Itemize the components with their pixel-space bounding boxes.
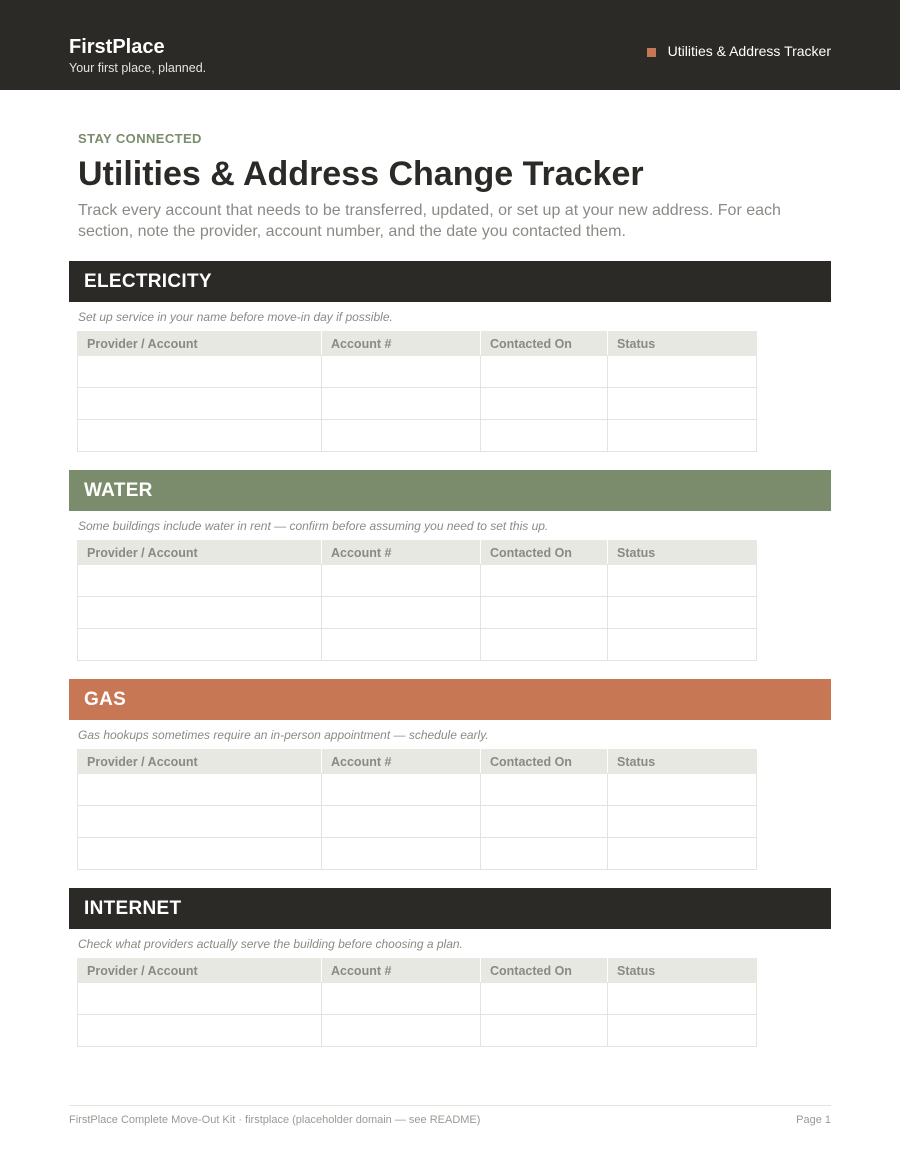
table-cell[interactable] xyxy=(481,1015,608,1047)
column-header-provider: Provider / Account xyxy=(78,959,322,983)
table-cell[interactable] xyxy=(481,806,608,838)
table-cell[interactable] xyxy=(322,420,481,452)
table-row xyxy=(78,629,757,661)
table-cell[interactable] xyxy=(608,420,757,452)
column-header-status: Status xyxy=(608,959,757,983)
column-header-account: Account # xyxy=(322,750,481,774)
section-gas xyxy=(69,679,831,870)
eyebrow-label: STAY CONNECTED xyxy=(78,131,202,146)
column-header-account: Account # xyxy=(322,332,481,356)
table-cell[interactable] xyxy=(608,983,757,1015)
table-row xyxy=(78,597,757,629)
table-header-row xyxy=(78,750,757,774)
table-cell[interactable] xyxy=(78,629,322,661)
table-cell[interactable] xyxy=(322,983,481,1015)
tracker-table xyxy=(77,331,757,452)
table-cell[interactable] xyxy=(78,356,322,388)
table-cell[interactable] xyxy=(322,838,481,870)
section-internet xyxy=(69,888,831,1047)
section-note: Check what providers actually serve the building before choosing a plan. xyxy=(78,937,463,951)
column-header-status: Status xyxy=(608,332,757,356)
table-cell[interactable] xyxy=(481,597,608,629)
square-bullet-icon xyxy=(647,48,656,57)
page-number: Page 1 xyxy=(796,1114,831,1126)
footer-text: FirstPlace Complete Move-Out Kit · firstplace (placeholder domain — see README) xyxy=(69,1114,481,1126)
table-row xyxy=(78,806,757,838)
column-header-account: Account # xyxy=(322,541,481,565)
document-label xyxy=(647,43,831,59)
intro-text: Track every account that needs to be transferred, updated, or set up at your new address. For each section, note the provider, account number, and the date you contacted them. xyxy=(78,202,781,240)
page-title: Utilities & Address Change Tracker xyxy=(78,155,644,193)
section-header: GAS xyxy=(69,679,831,720)
brand-name: FirstPlace xyxy=(69,36,165,58)
footer-divider xyxy=(69,1105,831,1106)
column-header-status: Status xyxy=(608,541,757,565)
table-cell[interactable] xyxy=(78,1015,322,1047)
table-cell[interactable] xyxy=(608,629,757,661)
table-row xyxy=(78,774,757,806)
table-header-row xyxy=(78,332,757,356)
table-row xyxy=(78,565,757,597)
table-cell[interactable] xyxy=(78,388,322,420)
tracker-table xyxy=(77,749,757,870)
column-header-account: Account # xyxy=(322,959,481,983)
tracker-table xyxy=(77,540,757,661)
section-note: Set up service in your name before move-in day if possible. xyxy=(78,310,393,324)
table-cell[interactable] xyxy=(608,388,757,420)
table-cell[interactable] xyxy=(322,629,481,661)
column-header-provider: Provider / Account xyxy=(78,332,322,356)
header-bar xyxy=(0,0,900,90)
table-cell[interactable] xyxy=(608,597,757,629)
table-cell[interactable] xyxy=(78,774,322,806)
table-row xyxy=(78,420,757,452)
table-cell[interactable] xyxy=(608,774,757,806)
table-cell[interactable] xyxy=(481,565,608,597)
table-cell[interactable] xyxy=(78,983,322,1015)
column-header-provider: Provider / Account xyxy=(78,750,322,774)
table-cell[interactable] xyxy=(78,420,322,452)
brand-tagline: Your first place, planned. xyxy=(69,61,207,75)
document-label-text: Utilities & Address Tracker xyxy=(667,43,831,59)
section-electricity xyxy=(69,261,831,452)
table-cell[interactable] xyxy=(78,838,322,870)
table-row xyxy=(78,1015,757,1047)
section-header: WATER xyxy=(69,470,831,511)
table-cell[interactable] xyxy=(322,388,481,420)
table-cell[interactable] xyxy=(481,774,608,806)
table-cell[interactable] xyxy=(78,806,322,838)
column-header-contacted: Contacted On xyxy=(481,959,608,983)
section-header: ELECTRICITY xyxy=(69,261,831,302)
tracker-table xyxy=(77,958,757,1047)
table-cell[interactable] xyxy=(608,565,757,597)
table-cell[interactable] xyxy=(481,356,608,388)
table-cell[interactable] xyxy=(322,597,481,629)
section-water xyxy=(69,470,831,661)
column-header-provider: Provider / Account xyxy=(78,541,322,565)
column-header-contacted: Contacted On xyxy=(481,541,608,565)
table-row xyxy=(78,838,757,870)
table-header-row xyxy=(78,959,757,983)
table-cell[interactable] xyxy=(481,420,608,452)
table-cell[interactable] xyxy=(322,356,481,388)
table-cell[interactable] xyxy=(322,1015,481,1047)
section-note: Some buildings include water in rent — confirm before assuming you need to set this up. xyxy=(78,519,549,533)
table-cell[interactable] xyxy=(322,774,481,806)
table-cell[interactable] xyxy=(78,597,322,629)
table-cell[interactable] xyxy=(608,806,757,838)
table-cell[interactable] xyxy=(322,565,481,597)
table-row xyxy=(78,356,757,388)
column-header-contacted: Contacted On xyxy=(481,332,608,356)
section-header: INTERNET xyxy=(69,888,831,929)
table-row xyxy=(78,983,757,1015)
table-cell[interactable] xyxy=(481,838,608,870)
table-cell[interactable] xyxy=(608,838,757,870)
table-cell[interactable] xyxy=(608,356,757,388)
table-cell[interactable] xyxy=(322,806,481,838)
column-header-status: Status xyxy=(608,750,757,774)
table-cell[interactable] xyxy=(608,1015,757,1047)
table-header-row xyxy=(78,541,757,565)
column-header-contacted: Contacted On xyxy=(481,750,608,774)
table-cell[interactable] xyxy=(481,629,608,661)
section-note: Gas hookups sometimes require an in-person appointment — schedule early. xyxy=(78,728,489,742)
table-cell[interactable] xyxy=(481,388,608,420)
table-cell[interactable] xyxy=(481,983,608,1015)
table-cell[interactable] xyxy=(78,565,322,597)
table-row xyxy=(78,388,757,420)
